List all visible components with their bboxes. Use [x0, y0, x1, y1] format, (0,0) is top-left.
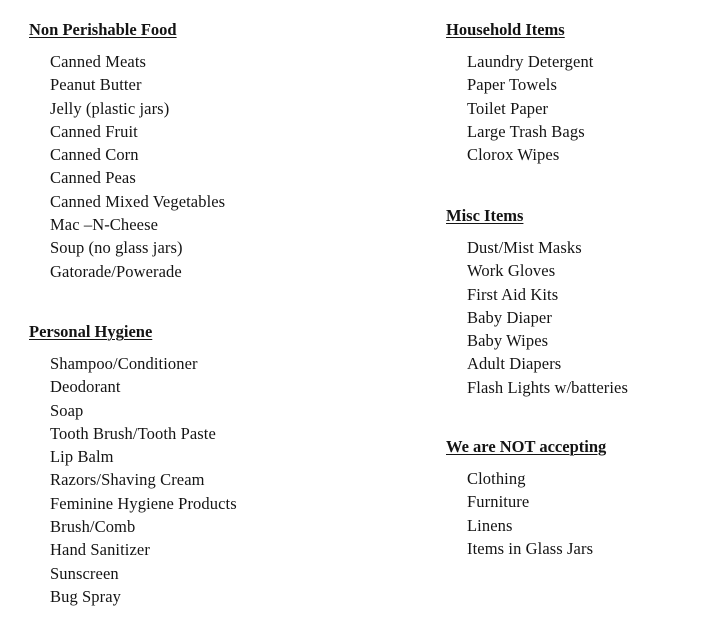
list-item: Shampoo/Conditioner — [50, 354, 198, 373]
list-item: Linens — [467, 515, 513, 535]
list-item: Canned Corn — [50, 145, 139, 165]
list-item: Feminine Hygiene Products — [50, 493, 237, 513]
section-heading: Household Items — [446, 20, 565, 39]
section-heading: Non Perishable Food — [29, 20, 177, 39]
section-heading: Personal Hygiene — [29, 322, 153, 341]
section-non-perishable-food — [29, 20, 225, 283]
section-not-accepting — [446, 437, 606, 560]
list-item: Sunscreen — [50, 563, 119, 583]
section-heading: We are NOT accepting — [446, 437, 607, 456]
list-item: Hand Sanitizer — [50, 540, 150, 560]
list-item: Dust/Mist Masks — [467, 238, 582, 257]
list-item: Canned Peas — [50, 168, 136, 188]
list-item: Deodorant — [50, 377, 121, 397]
list-item: First Aid Kits — [467, 284, 559, 304]
list-item: Baby Wipes — [467, 331, 549, 351]
list-item: Soup (no glass jars) — [50, 238, 183, 258]
list-item: Razors/Shaving Cream — [50, 470, 205, 490]
item-list — [50, 50, 225, 283]
list-item: Lip Balm — [50, 447, 114, 467]
list-item: Mac –N-Cheese — [50, 215, 159, 235]
list-item: Laundry Detergent — [467, 52, 594, 71]
list-item: Peanut Butter — [50, 75, 142, 95]
section-heading: Misc Items — [446, 206, 524, 225]
list-item: Adult Diapers — [467, 354, 562, 374]
list-item: Canned Fruit — [50, 121, 138, 141]
list-item: Soap — [50, 400, 84, 420]
list-item: Toilet Paper — [467, 98, 549, 118]
list-item: Clorox Wipes — [467, 145, 560, 165]
list-item: Paper Towels — [467, 75, 558, 95]
list-item: Baby Diaper — [467, 307, 552, 327]
section-personal-hygiene — [29, 322, 237, 608]
list-item: Canned Mixed Vegetables — [50, 191, 226, 211]
list-item: Large Trash Bags — [467, 121, 585, 141]
section-household-items — [446, 20, 593, 166]
list-item: Jelly (plastic jars) — [50, 98, 170, 118]
section-misc-items — [446, 206, 628, 399]
list-item: Brush/Comb — [50, 517, 136, 537]
list-item: Tooth Brush/Tooth Paste — [50, 423, 216, 443]
item-list — [467, 50, 593, 166]
item-list — [467, 236, 628, 399]
list-item: Clothing — [467, 469, 526, 488]
item-list — [467, 467, 606, 560]
list-item: Canned Meats — [50, 52, 147, 71]
list-item: Bug Spray — [50, 586, 122, 606]
list-item: Work Gloves — [467, 261, 556, 281]
item-list — [50, 352, 237, 608]
list-item: Items in Glass Jars — [467, 538, 594, 558]
list-item: Gatorade/Powerade — [50, 261, 182, 281]
list-item: Flash Lights w/batteries — [467, 377, 628, 397]
list-item: Furniture — [467, 492, 530, 512]
